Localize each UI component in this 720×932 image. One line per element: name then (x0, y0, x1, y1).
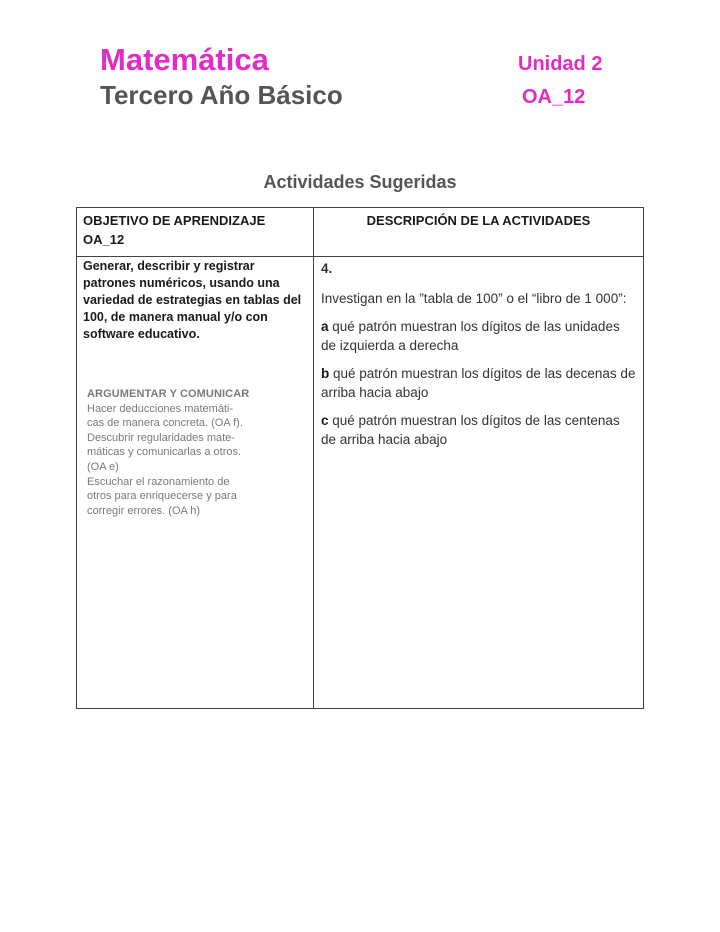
activity-item-a (321, 317, 636, 355)
activity-intro: Investigan en la ”tabla de 100” o el “libro de 1 000”: (321, 291, 627, 306)
item-letter: c (321, 413, 329, 428)
objective-header-code: OA_12 (83, 232, 125, 247)
activity-item-b (321, 364, 636, 402)
skills-line: otros para enriquecerse y para (87, 490, 237, 503)
description-header: DESCRIPCIÓN DE LA ACTIVIDADES (314, 208, 644, 257)
skills-line: (OA e) (87, 460, 119, 473)
table-header-row (77, 208, 644, 257)
skills-title: ARGUMENTAR Y COMUNICAR (87, 388, 250, 400)
oa-label: OA_12 (522, 86, 586, 108)
objective-cell (77, 257, 314, 709)
item-text: qué patrón muestran los dígitos de las unidades de izquierda a derecha (321, 319, 620, 353)
item-letter: a (321, 319, 329, 334)
item-text: qué patrón muestran los dígitos de las centenas de arriba hacia abajo (321, 413, 620, 447)
table-body-row (77, 257, 644, 709)
activity-number: 4. (321, 261, 333, 276)
item-text: qué patrón muestran los dígitos de las decenas de arriba hacia abajo (321, 366, 636, 400)
skills-line: máticas y comunicarlas a otros. (87, 446, 242, 459)
skills-line: Hacer deducciones matemáti- (87, 402, 234, 415)
skills-line: cas de manera concreta. (OA f). (87, 417, 243, 430)
unit-label: Unidad 2 (518, 53, 603, 75)
skills-box (87, 387, 313, 518)
section-title: Actividades Sugeridas (263, 172, 457, 192)
skills-line: Descubrir regularidades mate- (87, 431, 235, 444)
objective-text: Generar, describir y registrar patrones numéricos, usando una variedad de estrategias en tablas del 100, de manera manual y/o con software educativo. (83, 259, 302, 341)
grade-title: Tercero Año Básico (100, 80, 343, 110)
activities-table (76, 207, 644, 709)
activity-cell (314, 257, 644, 709)
skills-line: corregir errores. (OA h) (87, 504, 201, 517)
objective-header (77, 208, 314, 257)
subject-title: Matemática (100, 42, 269, 77)
objective-header-line: OBJETIVO DE APRENDIZAJE (83, 213, 266, 228)
item-letter: b (321, 366, 330, 381)
skills-line: Escuchar el razonamiento de (87, 475, 230, 488)
activity-item-c (321, 411, 636, 449)
